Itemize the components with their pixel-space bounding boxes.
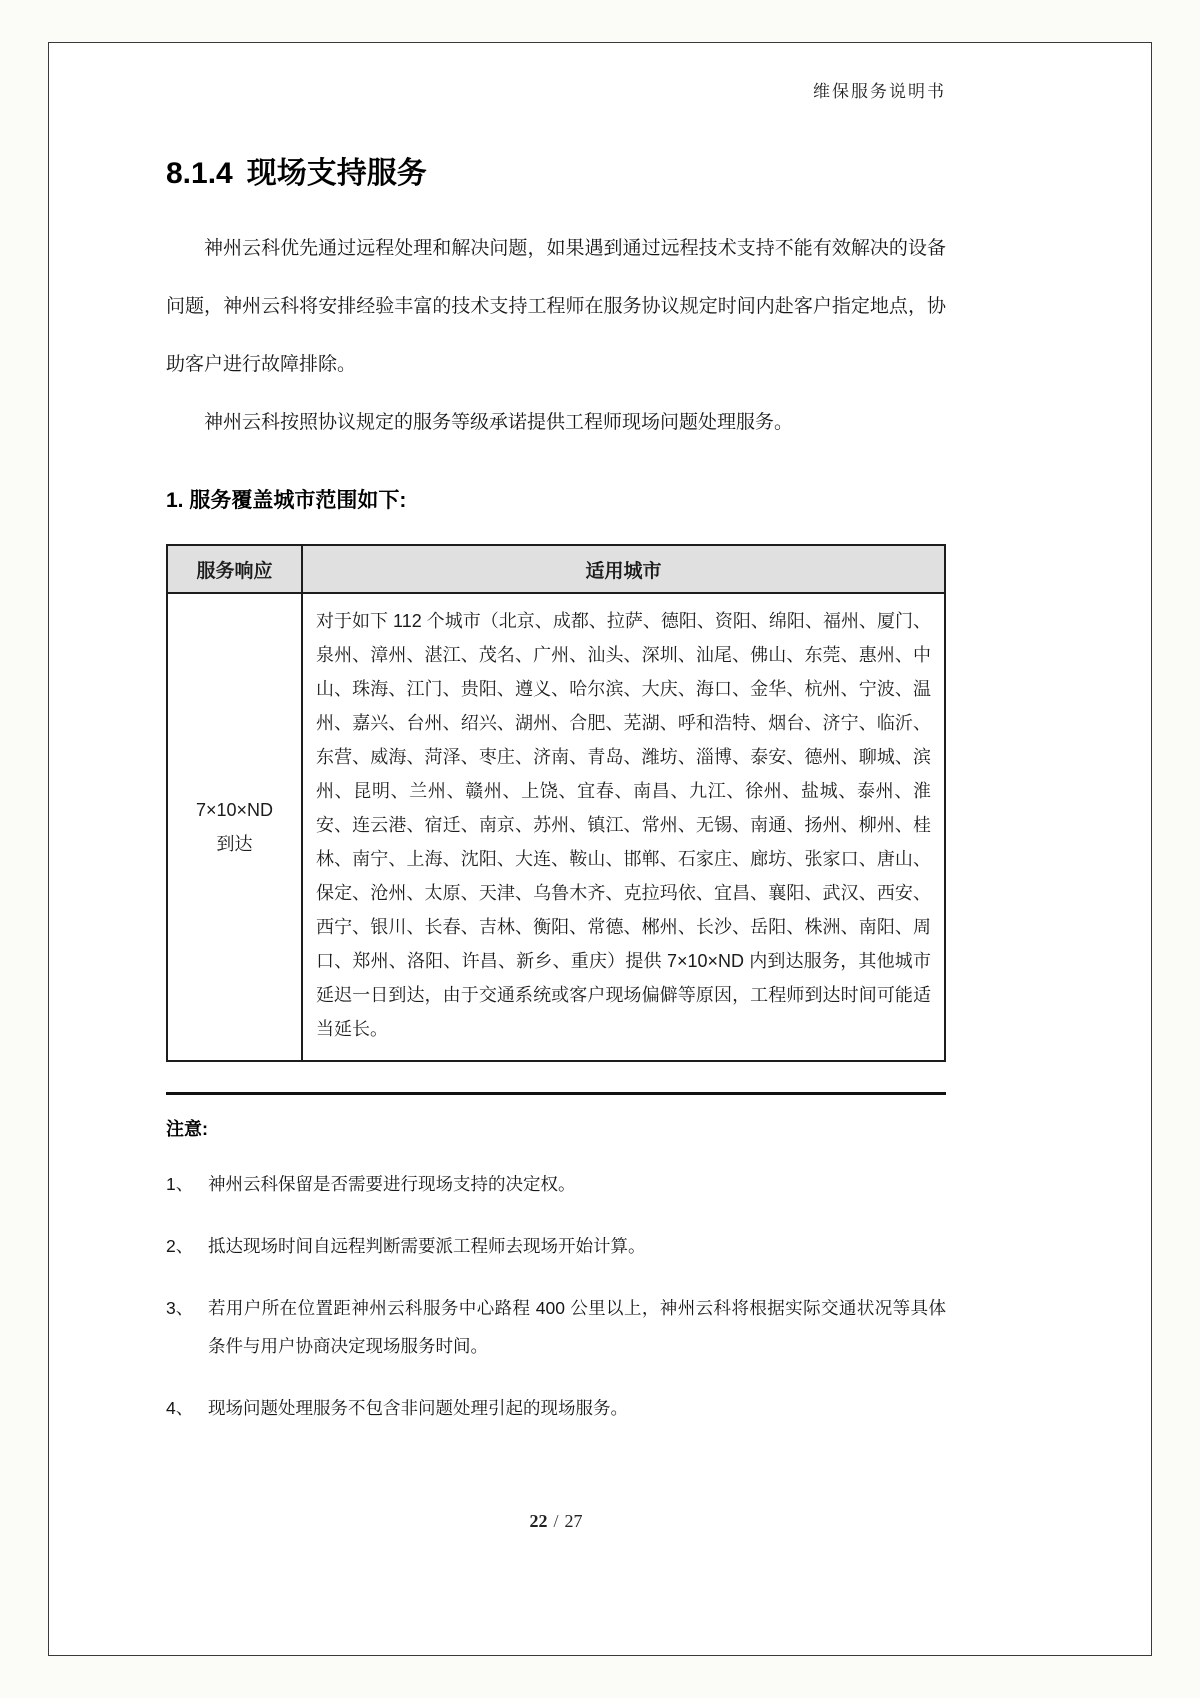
page-number-footer (166, 1511, 946, 1532)
list-subheading: 1. 服务覆盖城市范围如下: (166, 489, 407, 512)
header-applicable-cities: 适用城市 (302, 545, 945, 593)
page-number-separator: / (553, 1511, 559, 1531)
note-item-1 (166, 1165, 946, 1203)
paragraph-2: 神州云科按照协议规定的服务等级承诺提供工程师现场问题处理服务。 (204, 412, 794, 433)
note-item-4 (166, 1389, 946, 1427)
response-sla: 7×10×ND (195, 800, 274, 820)
note-text: 现场问题处理服务不包含非问题处理引起的现场服务。 (208, 1398, 628, 1418)
section-number: 8.1.4 (166, 157, 233, 190)
note-text: 抵达现场时间自远程判断需要派工程师去现场开始计算。 (208, 1236, 646, 1256)
note-text: 神州云科保留是否需要进行现场支持的决定权。 (208, 1174, 576, 1194)
response-arrival: 到达 (216, 834, 253, 854)
header-service-response: 服务响应 (167, 545, 302, 593)
page-content (166, 43, 946, 1427)
section-title: 现场支持服务 (246, 157, 427, 190)
note-item-2 (166, 1227, 946, 1265)
note-number: 1、 (166, 1174, 194, 1194)
service-coverage-table (166, 544, 946, 1062)
note-item-3 (166, 1289, 946, 1365)
paragraph-1: 神州云科优先通过远程处理和解决问题，如果遇到通过远程技术支持不能有效解决的设备问题，神州云科将安排经验丰富的技术支持工程师在服务协议规定时间内赴客户指定地点，协助客户进行故障排除。 (166, 238, 946, 375)
note-number: 3、 (166, 1298, 194, 1318)
notes-list (166, 1165, 946, 1427)
table-header-row (167, 545, 945, 593)
note-text: 若用户所在位置距神州云科服务中心路程 400 公里以上，神州云科将根据实际交通状况等具体条件与用户协商决定现场服务时间。 (208, 1298, 946, 1356)
note-number: 2、 (166, 1236, 194, 1256)
section-heading (166, 148, 946, 192)
document-page (48, 42, 1152, 1656)
cell-service-response (167, 593, 302, 1061)
cell-applicable-cities: 对于如下 112 个城市（北京、成都、拉萨、德阳、资阳、绵阳、福州、厦门、泉州、漳州、湛江、茂名、广州、汕头、深圳、汕尾、佛山、东莞、惠州、中山、珠海、江门、贵阳、遵义、哈尔滨、大庆、海口、金华、杭州、宁波、温州、嘉兴、台州、绍兴、湖州、合肥、芜湖、呼和浩特、烟台、济宁、临沂、东营、威海、菏泽、枣庄、济南、青岛、潍坊、淄博、泰安、德州、聊城、滨州、昆明、兰州、赣州、上饶、宜春、南昌、九江、徐州、盐城、泰州、淮安、连云港、宿迁、南京、苏州、镇江、常州、无锡、南通、扬州、柳州、桂林、南宁、上海、沈阳、大连、鞍山、邯郸、石家庄、廊坊、张家口、唐山、保定、沧州、太原、天津、乌鲁木齐、克拉玛依、宜昌、襄阳、武汉、西安、西宁、银川、长春、吉林、衡阳、常德、郴州、长沙、岳阳、株洲、南阳、周口、郑州、洛阳、许昌、新乡、重庆）提供 7×10×ND 内到达服务，其他城市延迟一日到达，由于交通系统或客户现场偏僻等原因，工程师到达时间可能适当延长。 (302, 593, 945, 1061)
total-page-count: 27 (564, 1511, 583, 1531)
note-number: 4、 (166, 1398, 194, 1418)
notes-divider (166, 1092, 946, 1095)
table-row (167, 593, 945, 1061)
document-header-title: 维保服务说明书 (813, 82, 946, 101)
current-page-number: 22 (529, 1511, 548, 1531)
notes-label: 注意: (166, 1119, 208, 1139)
